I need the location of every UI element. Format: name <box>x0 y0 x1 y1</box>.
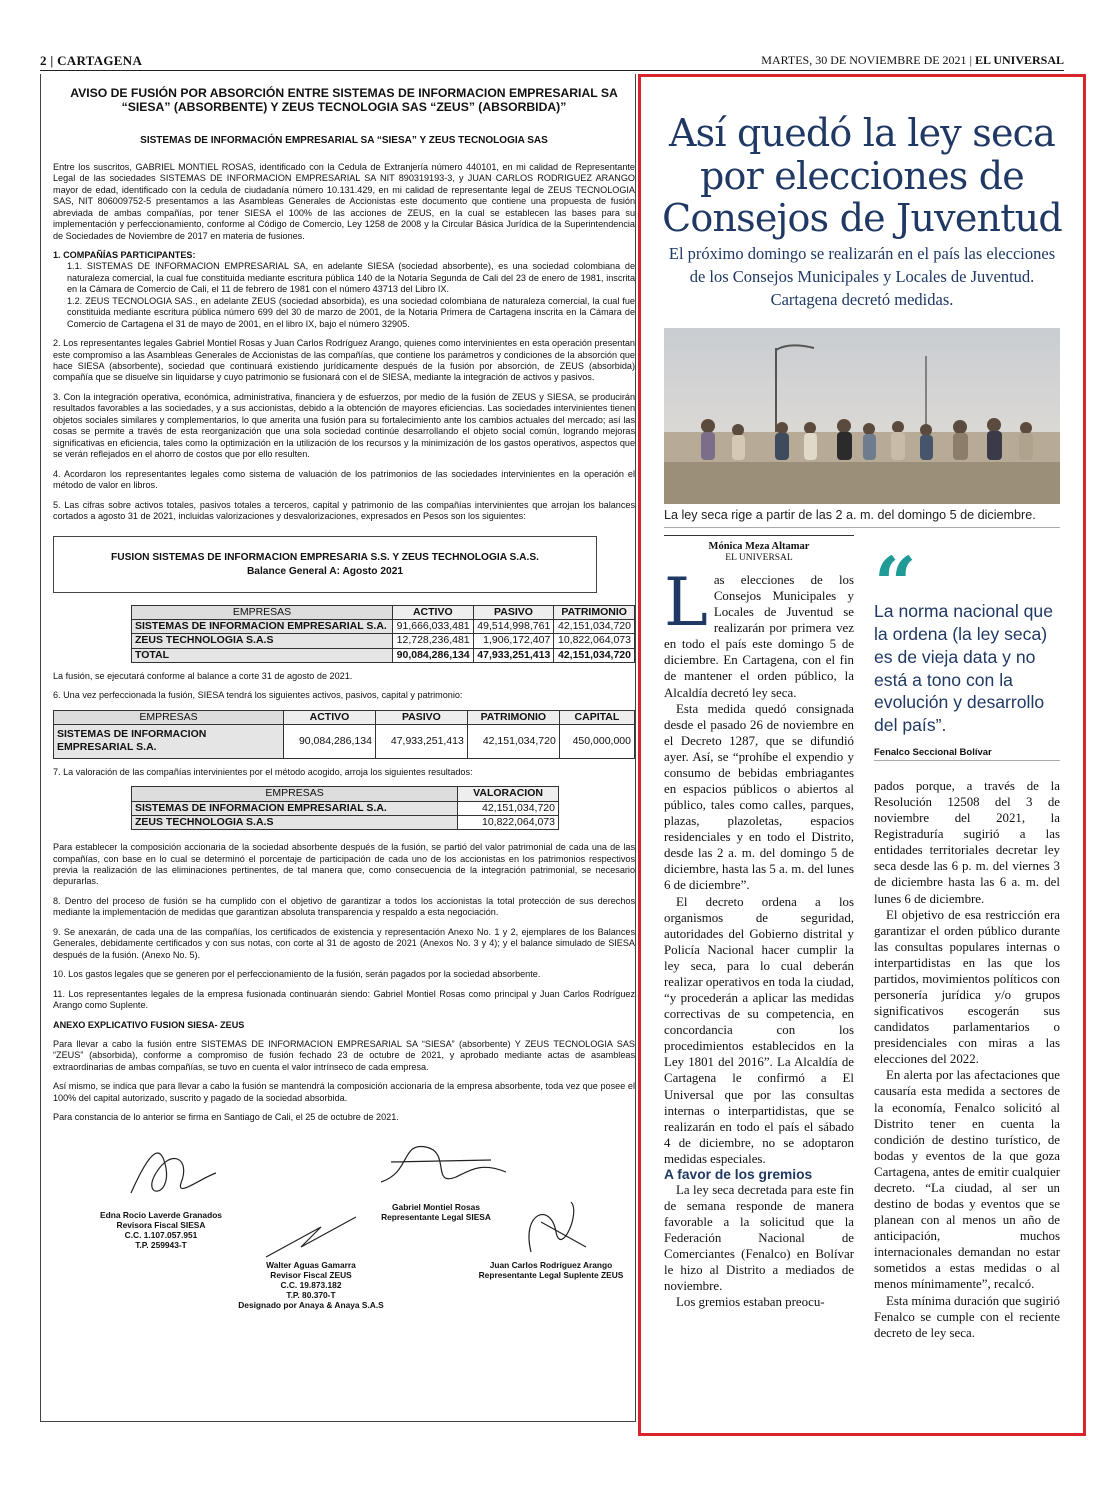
notice-section-heading: 1. COMPAÑÍAS PARTICIPANTES: <box>53 249 196 260</box>
notice-paragraph: Para llevar a cabo la fusión entre SISTEMAS DE INFORMACION EMPRESARIAL SA “SIESA” (absorbente) Y ZEUS TECNOLOGIA SAS “ZEUS” (absorbida), conforme a compromiso de fusión fechado 23 de octubre de 2021, y aprobado mediante actas de asambleas extraordinarias de ambas compañías, se tuvo en cuenta el valor intrínseco de cada empresa. <box>53 1038 635 1072</box>
caption-rule <box>664 527 1060 528</box>
header-rule <box>40 70 1064 71</box>
signature-montiel: Gabriel Montiel Rosas Representante Legal SIESA <box>381 1201 491 1222</box>
page-section-label: 2 | CARTAGENA <box>40 53 143 68</box>
photo-caption: La ley seca rige a partir de las 2 a. m. del domingo 5 de diciembre. <box>664 508 1036 522</box>
balance-box-subtitle: Balance General A: Agosto 2021 <box>246 565 404 577</box>
notice-paragraph: 6. Una vez perfeccionada la fusión, SIESA tendrá los siguientes activos, pasivos, capital y patrimonio: <box>53 690 463 701</box>
notice-paragraph: 10. Los gastos legales que se generen por el perfeccionamiento de la fusión, serán pagados por la sociedad absorbente. <box>53 969 541 980</box>
post-fusion-table: EMPRESAS ACTIVO PASIVO PATRIMONIO CAPITAL SISTEMAS DE INFORMACION EMPRESARIAL S.A. 90,084,286,134 47,933,251,413 42,151,034,720 450,000,000 <box>53 710 635 759</box>
byline-rule <box>664 535 854 536</box>
drop-cap: L <box>664 564 708 641</box>
notice-annex-heading: ANEXO EXPLICATIVO FUSION SIESA- ZEUS <box>53 1019 245 1030</box>
signature-aguas: Walter Aguas Gamarra Revisor Fiscal ZEUS C.C. 19.873.182 T.P. 80.370-T Designado por Anaya & Anaya S.A.S <box>238 1259 384 1310</box>
article-paragraph: as elecciones de los Consejos Municipales y Locales de Juventud se realizarán por primera vez en todo el país este domingo 5 de diciembre. En Cartagena, con el fin de mantener el orden público, la Alcaldía decretó ley seca. <box>664 573 854 700</box>
balance-box-title: FUSION SISTEMAS DE INFORMACION EMPRESARIA S.S. Y ZEUS TECHNOLOGIA S.A.S. <box>111 552 539 564</box>
article-photo <box>664 328 1060 504</box>
article-dek: El próximo domingo se realizarán en el país las elecciones de los Consejos Municipales y Locales de Juventud. Cartagena decretó medidas. <box>668 244 1056 310</box>
table-row: SISTEMAS DE INFORMACION EMPRESARIAL S.A. 90,084,286,134 47,933,251,413 42,151,034,720 450,000,000 <box>54 724 635 758</box>
signature-rodriguez: Juan Carlos Rodríguez Arango Representante Legal Suplente ZEUS <box>478 1259 624 1280</box>
article-paragraph: En alerta por las afectaciones que causaría esta medida a sectores de la economía, Fenalco solicitó al Distrito tener en cuenta la condición de destino turístico, de bodas y eventos de la que goza Cartagena, antes de emitir cualquier decreto. “La ciudad, al ser un destino de bodas y eventos que se planean con al menos un año de anticipación, muchos internacionales demandan no estar sometidos a estas medidas o al menos mínimamente”, recalcó. <box>874 1068 1060 1292</box>
table-row: ZEUS TECHNOLOGIA S.A.S 12,728,236,481 1,906,172,407 10,822,064,073 <box>132 634 635 648</box>
table-row: SISTEMAS DE INFORMACION EMPRESARIAL S.A. 42,151,034,720 <box>132 801 559 815</box>
table-row: ZEUS TECHNOLOGIA S.A.S 10,822,064,073 <box>132 815 559 829</box>
notice-paragraph: Así mismo, se indica que para llevar a cabo la fusión se mantendrá la composición accionaria de la empresa absorbente, toda vez que posee el 100% del capital autorizado, suscrito y pagado de la sociedad absorbida. <box>53 1081 635 1103</box>
signature-laverde: Edna Rocio Laverde Granados Revisora Fiscal SIESA C.C. 1.107.057.951 T.P. 259943-T <box>100 1209 222 1250</box>
article-paragraph: El decreto ordena a los organismos de seguridad, autoridades del Gobierno distrital y Policía Nacional hacer cumplir la ley seca, para lo cual deberán realizar operativos en toda la ciudad, “y procederán a aplicar las medidas correctivas de su competencia, en concordancia con los procedimientos establecidos en la Ley 1801 del 2016”. La Alcaldía de Cartagena le confirmó a El Universal que por las consultas internas o interpartidistas, que se realizarán en todo el país el sábado 4 de diciembre, no se adoptaron medidas especiales. <box>664 894 854 1166</box>
legal-notice <box>40 74 636 1422</box>
notice-paragraph: 8. Dentro del proceso de fusión se ha cumplido con el objetivo de garantizar a todos los accionistas la total protección de sus derechos mediante la implementación de medidas que garantizan absoluta transparencia y respaldo a esta negociación. <box>53 895 635 918</box>
notice-paragraph: 11. Los representantes legales de la empresa fusionada continuarán siendo: Gabriel Montiel Rosas como principal y Juan Carlos Rodríguez Arango como Suplente. <box>53 988 635 1011</box>
notice-paragraph: 1.2. ZEUS TECNOLOGIA SAS., en adelante ZEUS (sociedad absorbida), es una sociedad colombiana de naturaleza comercial, la cual fue constituida mediante escritura pública número 699 del 30 de marzo de 2001, de la Notaria Primera de Cartagena inscrita en la Cámara de Comercio de Cartagena el 31 de mayo de 2001, en el libro IX, bajo el número 32905. <box>67 295 635 329</box>
table-row: TOTAL 90,084,286,134 47,933,251,413 42,151,034,720 <box>132 648 635 662</box>
people-on-wall-photo-icon <box>664 328 1060 504</box>
notice-paragraph: 1.1. SISTEMAS DE INFORMACION EMPRESARIAL SA, en adelante SIESA (sociedad absorbente), es una sociedad colombiana de naturaleza comercial, la cual fue constituida mediante escritura pública 140 de la Notaría Segunda de Cali del 23 de enero de 1981, inscrita en la Cámara de Comercio de Cali, el 11 de febrero de 1981 con el número 43713 del Libro IX. <box>67 261 635 295</box>
notice-paragraph: La fusión, se ejecutará conforme al balance a corte 31 de agosto de 2021. <box>53 670 353 681</box>
balance-table: EMPRESAS ACTIVO PASIVO PATRIMONIO SISTEMAS DE INFORMACION EMPRESARIAL S.A. 91,666,033,481 49,514,998,761 42,151,034,720 ZEUS TECHNOLOGIA S.A.S 12,728,236,481 1,906,172,407 10,822,064,073 TOTAL 90,084,286,134 47,933,251,413 42,151,034,720 <box>131 605 635 663</box>
pull-quote-source: Fenalco Seccional Bolívar <box>874 747 992 759</box>
quote-mark-icon: “ <box>874 548 911 600</box>
valuation-table: EMPRESAS VALORACION SISTEMAS DE INFORMACION EMPRESARIAL S.A. 42,151,034,720 ZEUS TECHNOLOGIA S.A.S 10,822,064,073 <box>131 786 559 830</box>
notice-paragraph: 3. Con la integración operativa, económica, administrativa, financiera y de esfuerzos, por medio de la fusión de ZEUS y SIESA, se producirán resultados favorables a las sociedades, y a sus accionistas, debido a la obtención de mayores eficiencias. Las sociedades intervinientes tienen objetos sociales similares y complementarios, lo que amerita una fusión para su fortalecimiento ante los cambios actuales del mercado; así las cosas se permite a través de esta reorganización que una sola sociedad continúe desarrollando el objeto social común, logrando mejoras significativas en eficiencia, tales como la optimización en la utilización de los recursos y la minimización de los gastos operativos, aspectos que se verán reflejados en el ahorro de costos que por ello resulten. <box>53 391 635 460</box>
article-paragraph: Los gremios estaban preocu- <box>676 1295 825 1310</box>
article-paragraph: El objetivo de esa restricción era garantizar el orden público durante las consultas populares internas o interpartidistas en las que los partidos, movimientos políticos con personería jurídica y/o grupos significativos escogerán sus candidatos parlamentarios o presidenciales con miras a las elecciones del 2022. <box>874 907 1060 1067</box>
pull-quote-text: La norma nacional que la ordena (la ley seca) es de vieja data y no está a tono con la evolución y desarrollo del país”. <box>874 601 1053 736</box>
table-row: SISTEMAS DE INFORMACION EMPRESARIAL S.A. 91,666,033,481 49,514,998,761 42,151,034,720 <box>132 620 635 634</box>
signature-scribble-icon <box>511 1192 591 1262</box>
article-paragraph: pados porque, a través de la Resolución 12508 del 3 de noviembre del 2021, la Registraduría sugirió a las entidades territoriales decretar ley seca desde las 6 p. m. del viernes 3 de diciembre hasta las 6 a. m. del lunes 6 de diciembre. <box>874 779 1060 906</box>
article-column-2 <box>874 778 1060 1341</box>
article-paragraph: La ley seca decretada para este fin de semana responde de manera favorable a la solicitud que la Federación Nacional de Comerciantes (Fenalco) en Bolívar le hizo al Distrito a mediados de noviembre. <box>664 1182 854 1294</box>
quote-rule <box>874 760 1060 761</box>
notice-subtitle: SISTEMAS DE INFORMACIÓN EMPRESARIAL SA “SIESA” Y ZEUS TECNOLOGIA SAS <box>140 134 548 146</box>
signature-scribble-icon <box>121 1138 221 1208</box>
notice-paragraph: 2. Los representantes legales Gabriel Montiel Rosas y Juan Carlos Rodríguez Arango, quienes como intervinientes en esta operación presentan este compromiso a las Asambleas Generales de Accionistas de las compañías, que contiene los parámetros y condiciones de la absorción que hace SIESA (absorbente), sociedad que continuará existiendo jurídicamente después de la fusión por absorción, de ZEUS (absorbida) compañía que se disuelve sin liquidarse y cuyo patrimonio se fusionará con el de SIESA, mediante la integración de activos y pasivos. <box>53 338 635 383</box>
author-name: Mónica Meza Altamar <box>708 541 810 552</box>
signature-block <box>41 1132 635 1382</box>
notice-paragraph: Para constancia de lo anterior se firma en Santiago de Cali, el 25 de octubre de 2021. <box>53 1112 399 1123</box>
article-headline: Así quedó la ley seca por elecciones de Consejos de Juventud <box>662 111 1062 241</box>
byline <box>664 541 854 563</box>
notice-paragraph: Para establecer la composición accionaria de la sociedad absorbente después de la fusión, se partió del valor patrimonial de cada una de las compañías, con base en lo cual se determinó el porcentaje de participación de cada uno de los accionistas en los patrimonios respectivos previa la realización de las eliminaciones pertinentes, de tal manera que, como consecuencia de la integración patrimonial, se necesario depurarlas. <box>53 842 635 887</box>
article-subheading: A favor de los gremios <box>664 1166 813 1182</box>
notice-paragraph: Entre los suscritos, GABRIEL MONTIEL ROSAS, identificado con la Cedula de Extranjería número 440101, en mi calidad de Representante Legal de las sociedades SISTEMAS DE INFORMACION EMPRESARIAL SA NIT 890319193-3, y JUAN CARLOS RODRIGUEZ ARANGO mayor de edad, identificado con la cedula de ciudadanía número 10.131.429, en mi calidad de representante legal de ZEUS TECNOLOGIA SAS, NIT 806009752-5 presentamos a las Asambleas Generales de Accionistas este documento que contiene una propuesta de fusión abreviada de ambas compañías, por tener SIESA el 100% de las acciones de ZEUS, en la cual se establecen las bases para su implementación y perfeccionamiento, conforme al Código de Comercio, Ley 1258 de 2008 y la Circular Básica Jurídica de la Superintendencia de Sociedades de Noviembre de 2017 en materia de fusiones. <box>53 161 635 241</box>
signature-scribble-icon <box>371 1132 511 1202</box>
article-column-1 <box>664 564 854 1311</box>
signature-scribble-icon <box>261 1212 361 1262</box>
notice-paragraph: 7. La valoración de las compañías intervinientes por el método acogido, arroja los siguientes resultados: <box>53 766 473 777</box>
notice-paragraph: 4. Acordaron los representantes legales como sistema de valuación de los patrimonios de las sociedades intervinientes en la operación el método de valor en libros. <box>53 468 635 491</box>
notice-title: AVISO DE FUSIÓN POR ABSORCIÓN ENTRE SISTEMAS DE INFORMACION EMPRESARIAL SA “SIESA” (ABSORBENTE) Y ZEUS TECNOLOGIA SAS “ZEUS” (ABSORBIDA)” <box>70 86 618 115</box>
article-paragraph: Esta medida quedó consignada desde el pasado 26 de noviembre en el Decreto 1287, que se difundió ayer. Así, se “prohíbe el expendio y consumo de bebidas embriagantes en espacios públicos o abiertos al público, tales como calles, parques, plazas, plazoletas, espacios residenciales y en todo el Distrito, desde las 2 a. m. del domingo 5 de diciembre, hasta las 5 a. m. del lunes 6 de diciembre”. <box>664 701 854 893</box>
article-paragraph: Esta mínima duración que sugirió Fenalco se cumple con el reciente decreto de ley seca. <box>874 1293 1060 1340</box>
author-outlet: EL UNIVERSAL <box>725 552 793 563</box>
pull-quote <box>874 548 1060 758</box>
notice-paragraph: 5. Las cifras sobre activos totales, pasivos totales a terceros, capital y patrimonio de las compañías intervinientes que arrojan los balances cortados a agosto 31 de 2021, incluidas valorizaciones y desvalorizaciones, expresados en Pesos son los siguientes: <box>53 499 635 522</box>
balance-box <box>53 536 597 593</box>
page-date-label: MARTES, 30 DE NOVIEMBRE DE 2021 | EL UNIVERSAL <box>761 53 1064 67</box>
notice-paragraph: 9. Se anexarán, de cada una de las compañías, los certificados de existencia y representación Anexo No. 1 y 2, ejemplares de los Balances Generales, debidamente certificados y con sus notas, con corte al 31 de agosto de 2021 (Anexos No. 3 y 4); y el balance simulado de SIESA después de la fusión. (Anexo No. 5). <box>53 926 635 960</box>
